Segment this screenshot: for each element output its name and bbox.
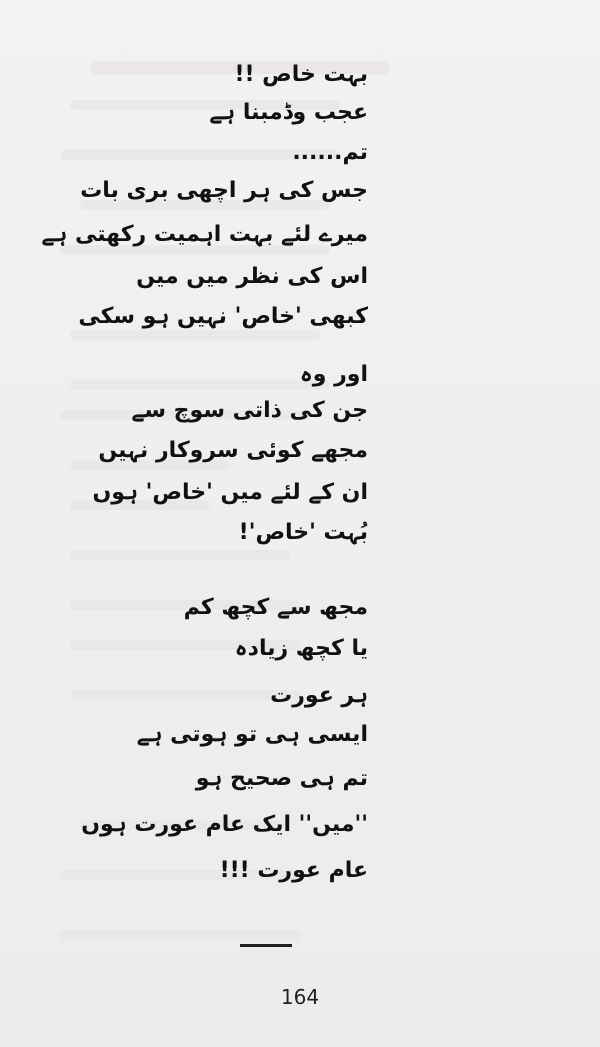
poem-line: ایسی ہی تو ہوتی ہے — [136, 722, 368, 747]
poem-line: یا کچھ زیادہ — [234, 636, 368, 661]
poem-line: بہت خاص !! — [234, 62, 368, 87]
poem-line: ان کے لئے میں 'خاص' ہوں — [92, 480, 368, 505]
poem-line: کبھی 'خاص' نہیں ہو سکی — [78, 304, 368, 329]
poem-line: عام عورت !!! — [219, 858, 368, 883]
poem-line: جس کی ہر اچھی بری بات — [80, 178, 368, 203]
bleed-through-mark — [60, 930, 300, 940]
bleed-through-mark — [70, 330, 320, 340]
page-number: 164 — [280, 985, 320, 1009]
poem-line: بُہت 'خاص'! — [238, 520, 368, 545]
poem-line: اور وہ — [299, 362, 368, 387]
poem-line: عجب وڈمبنا ہے — [209, 100, 368, 125]
poem-line: ''میں'' ایک عام عورت ہوں — [81, 812, 368, 837]
poem-line: تم...... — [292, 140, 368, 165]
poem-line: میرے لئے بہت اہمیت رکھتی ہے — [41, 222, 368, 247]
poem-line: تم ہی صحیح ہو — [195, 766, 368, 791]
bleed-through-mark — [70, 550, 290, 560]
bleed-through-mark — [70, 380, 330, 390]
poem-line: جن کی ذاتی سوچ سے — [131, 398, 368, 423]
poem-line: مجھ سے کچھ کم — [183, 595, 368, 620]
poem-line: مجھے کوئی سروکار نہیں — [98, 438, 368, 463]
section-divider — [240, 944, 292, 947]
poem-line: ہر عورت — [270, 683, 368, 708]
bleed-through-mark — [70, 690, 300, 700]
poem-line: اس کی نظر میں میں — [136, 264, 368, 289]
